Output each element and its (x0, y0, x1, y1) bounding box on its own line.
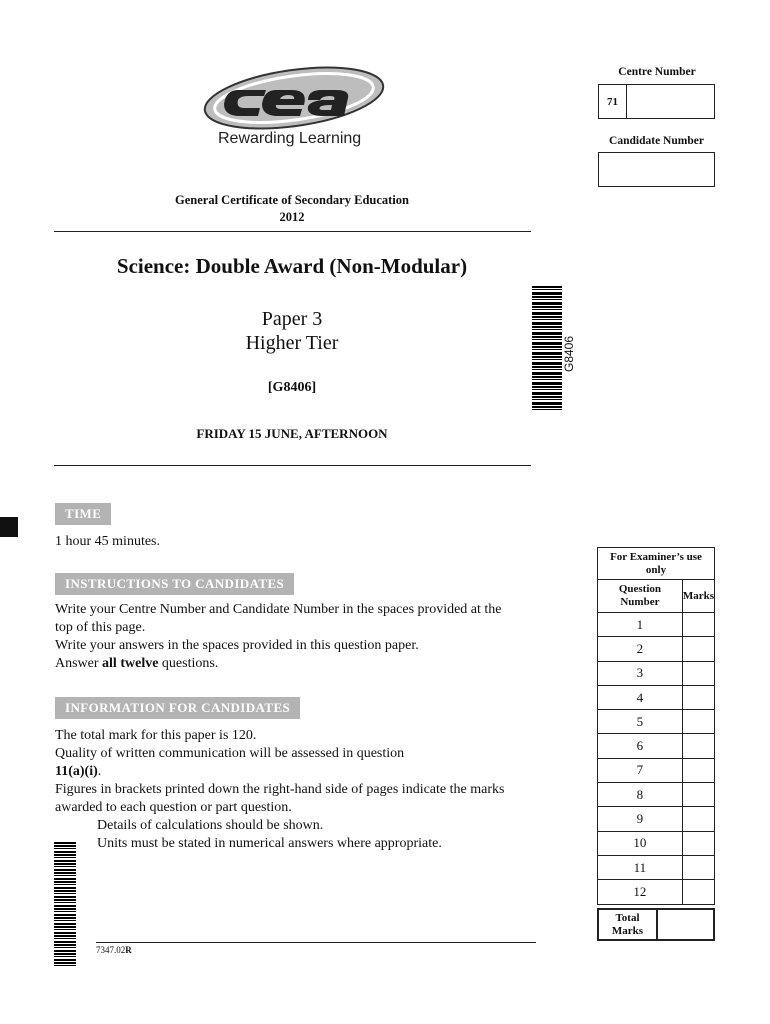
marks-cell (682, 831, 714, 855)
marks-cell (682, 758, 714, 782)
paper-code: [G8406] (267, 380, 317, 395)
marks-cell (682, 613, 714, 637)
qualification-name: General Certificate of Secondary Education (175, 193, 409, 207)
tier-name: Higher Tier (245, 332, 339, 354)
qualification-heading (54, 192, 530, 226)
marks-cell (682, 783, 714, 807)
barcode (532, 286, 562, 410)
table-row (598, 831, 715, 855)
question-number: 9 (598, 807, 683, 831)
table-row (598, 783, 715, 807)
table-row (598, 855, 715, 879)
instructions-heading: INSTRUCTIONS TO CANDIDATES (55, 573, 294, 595)
marks-cell (682, 855, 714, 879)
question-number-header: Question Number (598, 580, 683, 613)
question-number: 5 (598, 710, 683, 734)
question-number: 12 (598, 880, 683, 904)
marks-cell (682, 637, 714, 661)
question-number: 2 (598, 637, 683, 661)
question-number: 6 (598, 734, 683, 758)
barcode-label: G8406 (562, 335, 576, 372)
marks-cell (682, 807, 714, 831)
barcode-side (54, 842, 76, 968)
marks-cell (682, 734, 714, 758)
exam-date: FRIDAY 15 JUNE, AFTERNOON (196, 426, 388, 441)
information-line: The total mark for this paper is 120. (55, 728, 257, 743)
total-marks-cell (658, 910, 713, 939)
table-row (598, 734, 715, 758)
question-number: 10 (598, 831, 683, 855)
registration-mark (0, 517, 18, 537)
question-number: 3 (598, 661, 683, 685)
table-row (598, 880, 715, 904)
table-row (598, 613, 715, 637)
table-row (598, 637, 715, 661)
centre-number-prefix: 71 (599, 85, 627, 118)
marks-cell (682, 710, 714, 734)
information-line: Units must be stated in numerical answers where appropriate. (97, 836, 442, 851)
question-number: 7 (598, 758, 683, 782)
instruction-line: Write your answers in the spaces provided in this question paper. (55, 638, 419, 653)
time-heading: TIME (55, 503, 111, 525)
total-marks-label: Total Marks (599, 910, 658, 939)
table-row (598, 685, 715, 709)
total-marks-box (597, 908, 715, 941)
exam-year: 2012 (279, 210, 305, 224)
instructions-body (55, 601, 515, 673)
table-row (598, 758, 715, 782)
information-line: Quality of written communication will be assessed in question 11(a)(i). (55, 746, 405, 779)
question-number: 11 (598, 855, 683, 879)
marks-cell (682, 685, 714, 709)
question-number: 1 (598, 613, 683, 637)
paper-tier (54, 307, 530, 355)
question-number: 4 (598, 685, 683, 709)
subject-title: Science: Double Award (Non-Modular) (116, 254, 468, 278)
information-line: Details of calculations should be shown. (97, 818, 324, 833)
table-row (598, 661, 715, 685)
marks-cell (682, 880, 714, 904)
information-line: Figures in brackets printed down the right-hand side of pages indicate the marks awarded to each question or part question. (55, 782, 505, 815)
table-row (598, 807, 715, 831)
table-row (598, 710, 715, 734)
logo-tagline: Rewarding Learning (218, 130, 362, 147)
question-number: 8 (598, 783, 683, 807)
marks-cell (682, 661, 714, 685)
paper-number: Paper 3 (261, 308, 323, 330)
information-heading: INFORMATION FOR CANDIDATES (55, 697, 300, 719)
examiner-table (597, 547, 715, 905)
candidate-number-label: Candidate Number (609, 135, 704, 147)
information-body (55, 727, 533, 853)
divider (54, 465, 531, 466)
centre-number-label: Centre Number (618, 66, 696, 78)
centre-number-field[interactable] (598, 84, 715, 119)
marks-header: Marks (682, 580, 714, 613)
document-code: 7347.02R (96, 945, 132, 955)
instruction-line: Write your Centre Number and Candidate Number in the spaces provided at the top of this page. (55, 602, 502, 635)
examiner-table-title: For Examiner’s use only (597, 547, 715, 579)
candidate-number-field[interactable] (598, 152, 715, 187)
footer-divider (96, 942, 536, 943)
divider (54, 231, 531, 232)
instruction-line: Answer all twelve questions. (55, 656, 219, 671)
time-text: 1 hour 45 minutes. (55, 534, 160, 549)
